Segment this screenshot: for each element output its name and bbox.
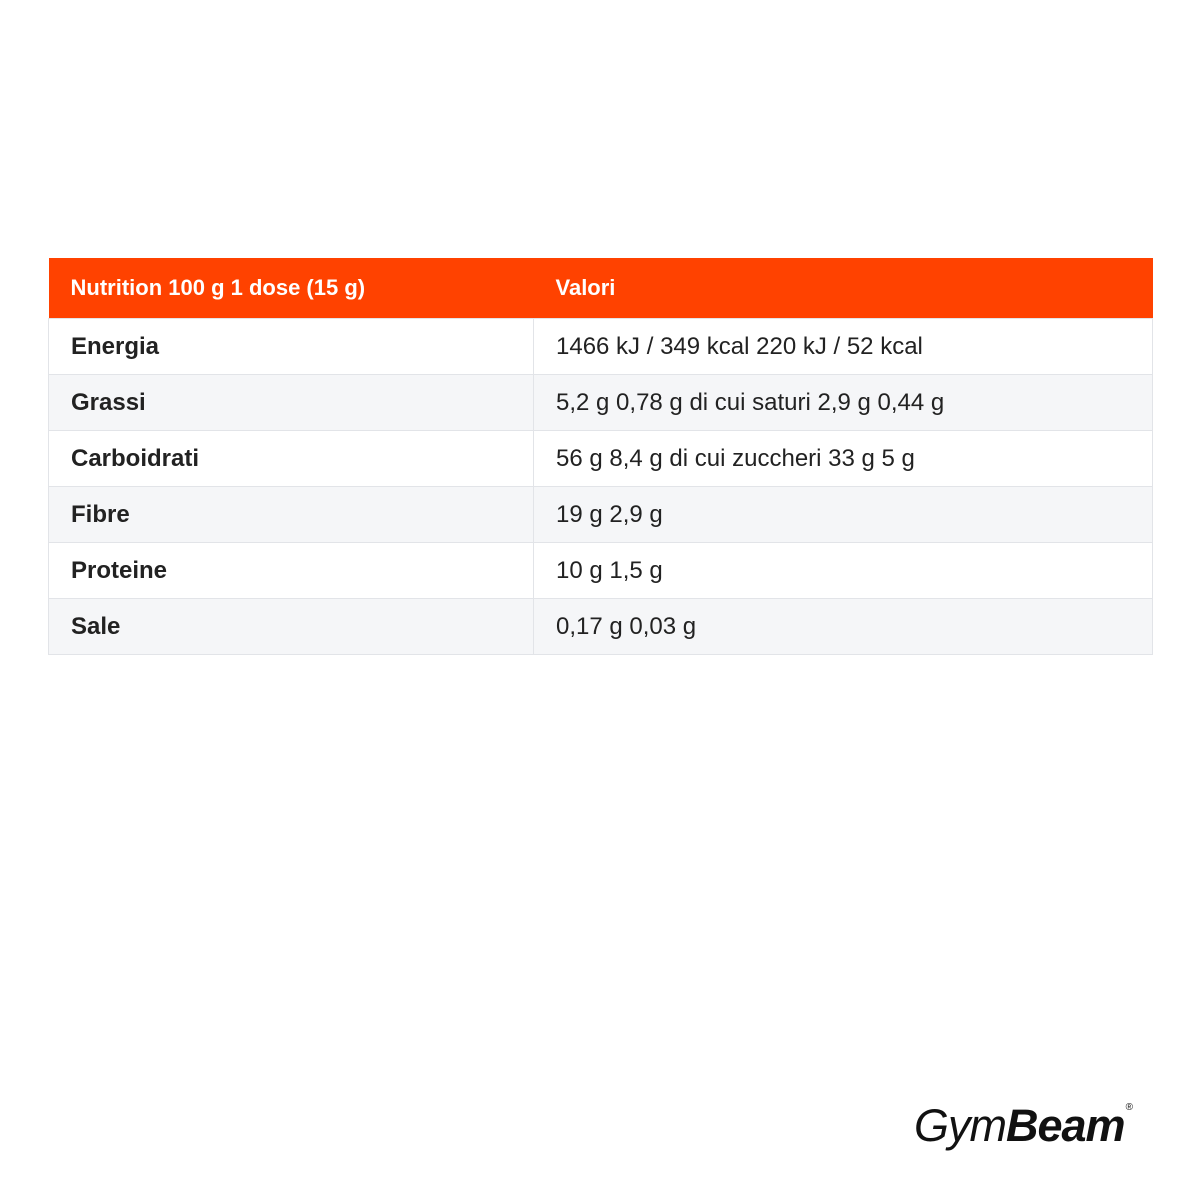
header-nutrition: Nutrition 100 g 1 dose (15 g) [49, 258, 534, 319]
nutrient-value: 1466 kJ / 349 kcal 220 kJ / 52 kcal [534, 319, 1153, 375]
nutrient-name: Fibre [49, 487, 534, 543]
nutrient-value: 0,17 g 0,03 g [534, 599, 1153, 655]
nutrient-value: 19 g 2,9 g [534, 487, 1153, 543]
table-row [49, 431, 1153, 487]
header-values: Valori [534, 258, 1153, 319]
table-row [49, 599, 1153, 655]
table-row [49, 487, 1153, 543]
table-header-row [49, 258, 1153, 319]
nutrient-name: Grassi [49, 375, 534, 431]
nutrient-value: 56 g 8,4 g di cui zuccheri 33 g 5 g [534, 431, 1153, 487]
nutrition-table [48, 258, 1153, 655]
table-row [49, 375, 1153, 431]
nutrient-name: Carboidrati [49, 431, 534, 487]
nutrient-value: 5,2 g 0,78 g di cui saturi 2,9 g 0,44 g [534, 375, 1153, 431]
logo-text-gym: Gym [914, 1100, 1006, 1151]
nutrient-name: Energia [49, 319, 534, 375]
logo-wordmark [914, 1098, 1125, 1154]
nutrient-name: Proteine [49, 543, 534, 599]
nutrient-value: 10 g 1,5 g [534, 543, 1153, 599]
gymbeam-logo [914, 1098, 1154, 1158]
nutrient-name: Sale [49, 599, 534, 655]
table-row [49, 543, 1153, 599]
logo-text-beam: Beam [1006, 1100, 1125, 1151]
table-row [49, 319, 1153, 375]
registered-mark: ® [1125, 1102, 1133, 1113]
